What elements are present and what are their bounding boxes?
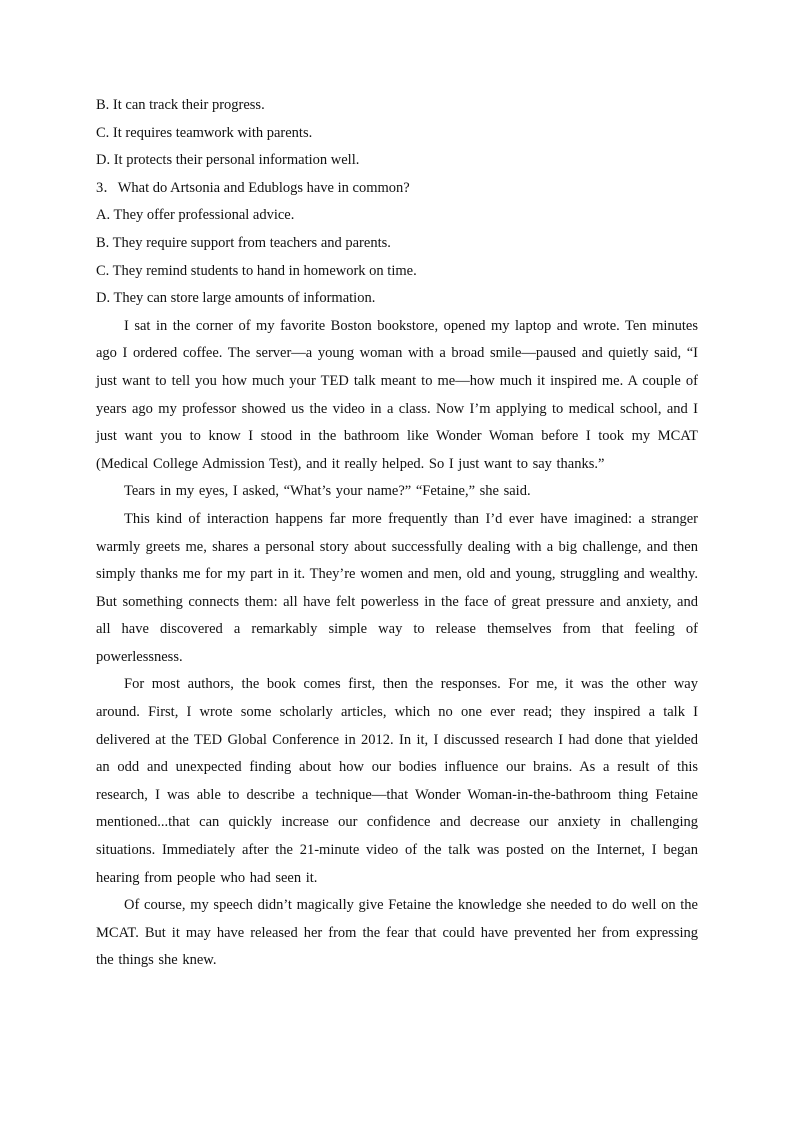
passage-paragraph-4: For most authors, the book comes first, then the responses. For me, it was the other way around. First, I wrote some scholarly articles, which no one ever read; they inspired a talk I delivered at the TED Global Conference in 2012. In it, I discussed research I had done that yielded an odd and unexpected finding about how our bodies influence our brains. As a result of this research, I was able to describe a technique—that Wonder Woman-in-the-bathroom thing Fetaine mentioned...that can quickly increase our confidence and decrease our anxiety in challenging situations. Immediately after the 21-minute video of the talk was posted on the Internet, I began hearing from people who had seen it.	[96, 676, 698, 886]
q3-stem: 3．What do Artsonia and Edublogs have in common?	[96, 179, 410, 196]
passage-paragraph-3: This kind of interaction happens far more frequently than I’d ever have imagined: a stranger warmly greets me, shares a personal story about successfully dealing with a big challenge, and then simply thanks me for my part in it. They’re women and men, old and young, struggling and wealthy. But something connects them: all have felt powerless in the face of great pressure and anxiety, and all have discovered a remarkably simple way to release themselves from that feeling of powerlessness.	[96, 510, 698, 665]
q3-option-d: D. They can store large amounts of information.	[96, 290, 376, 307]
q3-option-c: C. They remind students to hand in homework on time.	[96, 262, 417, 279]
passage-paragraph-2: Tears in my eyes, I asked, “What’s your name?” “Fetaine,” she said.	[124, 483, 531, 500]
q2-option-b: B. It can track their progress.	[96, 97, 265, 113]
passage-paragraph-5: Of course, my speech didn’t magically give Fetaine the knowledge she needed to do well on the MCAT. But it may have released her from the fear that could have prevented her from expressing the things she knew.	[96, 897, 698, 969]
passage-paragraph-1: I sat in the corner of my favorite Boston bookstore, opened my laptop and wrote. Ten minutes ago I ordered coffee. The server—a young woman with a broad smile—paused and quietly said, “I just want to tell you how much your TED talk meant to me—how much it inspired me. A couple of years ago my professor showed us the video in a class. Now I’m applying to medical school, and I just want you to know I stood in the bathroom like Wonder Woman before I took my MCAT (Medical College Admission Test), and it really helped. So I just want to say thanks.”	[96, 317, 698, 472]
q2-option-c: C. It requires teamwork with parents.	[96, 124, 313, 141]
q3-option-b: B. They require support from teachers and parents.	[96, 234, 391, 251]
document-page	[96, 92, 698, 975]
q2-option-d: D. It protects their personal information well.	[96, 152, 360, 169]
q3-option-a: A. They offer professional advice.	[96, 207, 295, 224]
